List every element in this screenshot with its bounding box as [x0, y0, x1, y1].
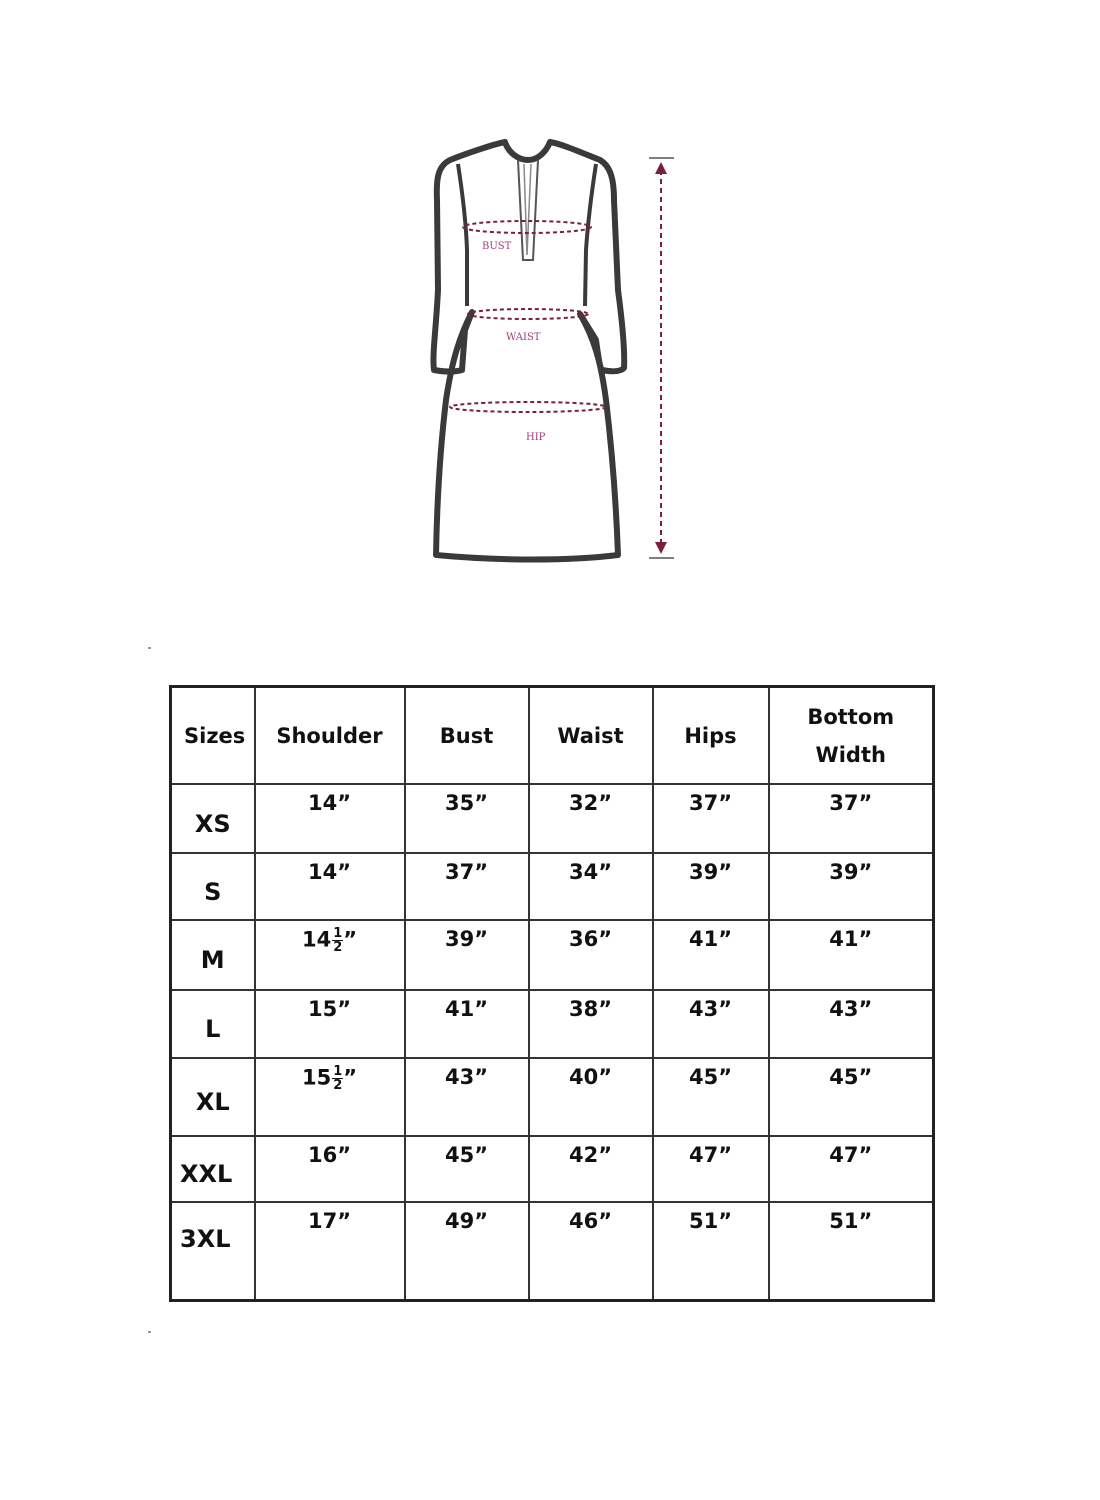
table-row — [171, 784, 934, 853]
kurta-outline-svg — [410, 130, 700, 570]
bust-cell: 45” — [405, 1136, 529, 1202]
bottom-width-cell: 51” — [769, 1202, 934, 1300]
waist-measure-line — [468, 309, 588, 319]
header-bottom-text: Bottom — [807, 704, 895, 729]
fraction-denominator: 2 — [333, 940, 343, 955]
bottom-width-cell: 47” — [769, 1136, 934, 1202]
table-header-row — [171, 687, 934, 785]
col-header-shoulder: Shoulder — [255, 687, 405, 785]
shoulder-whole: 15 — [301, 1065, 332, 1090]
waist-label: WAIST — [506, 332, 541, 343]
hips-cell: 39” — [653, 853, 769, 920]
waist-cell: 32” — [529, 784, 653, 853]
waist-cell: 46” — [529, 1202, 653, 1300]
fraction-denominator: 2 — [333, 1078, 343, 1093]
hip-measure-line — [450, 402, 606, 412]
table-row — [171, 853, 934, 920]
shoulder-cell: 17” — [255, 1202, 405, 1300]
table-row — [171, 1136, 934, 1202]
col-header-sizes: Sizes — [171, 687, 255, 785]
shoulder-unit: ” — [343, 1065, 358, 1090]
waist-cell: 40” — [529, 1058, 653, 1136]
shoulder-whole: 14 — [301, 927, 332, 952]
bust-label: BUST — [482, 241, 512, 252]
shoulder-cell: 16” — [255, 1136, 405, 1202]
bottom-width-cell: 45” — [769, 1058, 934, 1136]
table-row — [171, 990, 934, 1058]
bust-cell: 43” — [405, 1058, 529, 1136]
right-sleeve-seam — [585, 164, 596, 306]
bust-cell: 49” — [405, 1202, 529, 1300]
header-width-text: Width — [815, 742, 886, 767]
size-cell: L — [171, 990, 255, 1058]
bust-cell: 41” — [405, 990, 529, 1058]
shoulder-cell: 14” — [255, 784, 405, 853]
bottom-width-cell: 37” — [769, 784, 934, 853]
shoulder-cell — [255, 920, 405, 990]
bust-measure-line — [463, 221, 591, 233]
shoulder-unit: ” — [343, 927, 358, 952]
shoulder-cell: 15” — [255, 990, 405, 1058]
size-cell: XXL — [171, 1136, 255, 1202]
table-row — [171, 920, 934, 990]
bust-cell: 37” — [405, 853, 529, 920]
shoulder-cell — [255, 1058, 405, 1136]
col-header-bust: Bust — [405, 687, 529, 785]
stray-dot — [148, 1331, 151, 1333]
size-cell: 3XL — [171, 1202, 255, 1300]
fraction-numerator: 1 — [333, 926, 343, 941]
table-row — [171, 1058, 934, 1136]
hip-label: HIP — [526, 432, 546, 443]
fraction-numerator: 1 — [333, 1064, 343, 1079]
half-fraction — [332, 927, 343, 954]
bust-cell: 35” — [405, 784, 529, 853]
bottom-width-cell: 43” — [769, 990, 934, 1058]
shoulder-cell: 14” — [255, 853, 405, 920]
neck-placket-inner — [524, 164, 531, 255]
size-chart-table — [169, 685, 935, 1302]
hips-cell: 51” — [653, 1202, 769, 1300]
col-header-hips: Hips — [653, 687, 769, 785]
table-row — [171, 1202, 934, 1300]
size-cell: XL — [171, 1058, 255, 1136]
hips-cell: 43” — [653, 990, 769, 1058]
waist-cell: 38” — [529, 990, 653, 1058]
bottom-width-cell: 39” — [769, 853, 934, 920]
half-fraction — [332, 1065, 343, 1092]
hips-cell: 45” — [653, 1058, 769, 1136]
bottom-width-cell: 41” — [769, 920, 934, 990]
length-arrow-top-head — [655, 162, 667, 174]
kurta-measurement-diagram — [410, 130, 700, 570]
hips-cell: 41” — [653, 920, 769, 990]
bust-cell: 39” — [405, 920, 529, 990]
hips-cell: 37” — [653, 784, 769, 853]
stray-dot — [148, 647, 151, 649]
col-header-waist: Waist — [529, 687, 653, 785]
size-cell: XS — [171, 784, 255, 853]
waist-cell: 34” — [529, 853, 653, 920]
col-header-bottom-width — [769, 687, 934, 785]
size-cell: S — [171, 853, 255, 920]
size-cell: M — [171, 920, 255, 990]
hips-cell: 47” — [653, 1136, 769, 1202]
waist-cell: 36” — [529, 920, 653, 990]
length-arrow-bottom-head — [655, 542, 667, 554]
waist-cell: 42” — [529, 1136, 653, 1202]
left-sleeve-seam — [458, 164, 467, 306]
